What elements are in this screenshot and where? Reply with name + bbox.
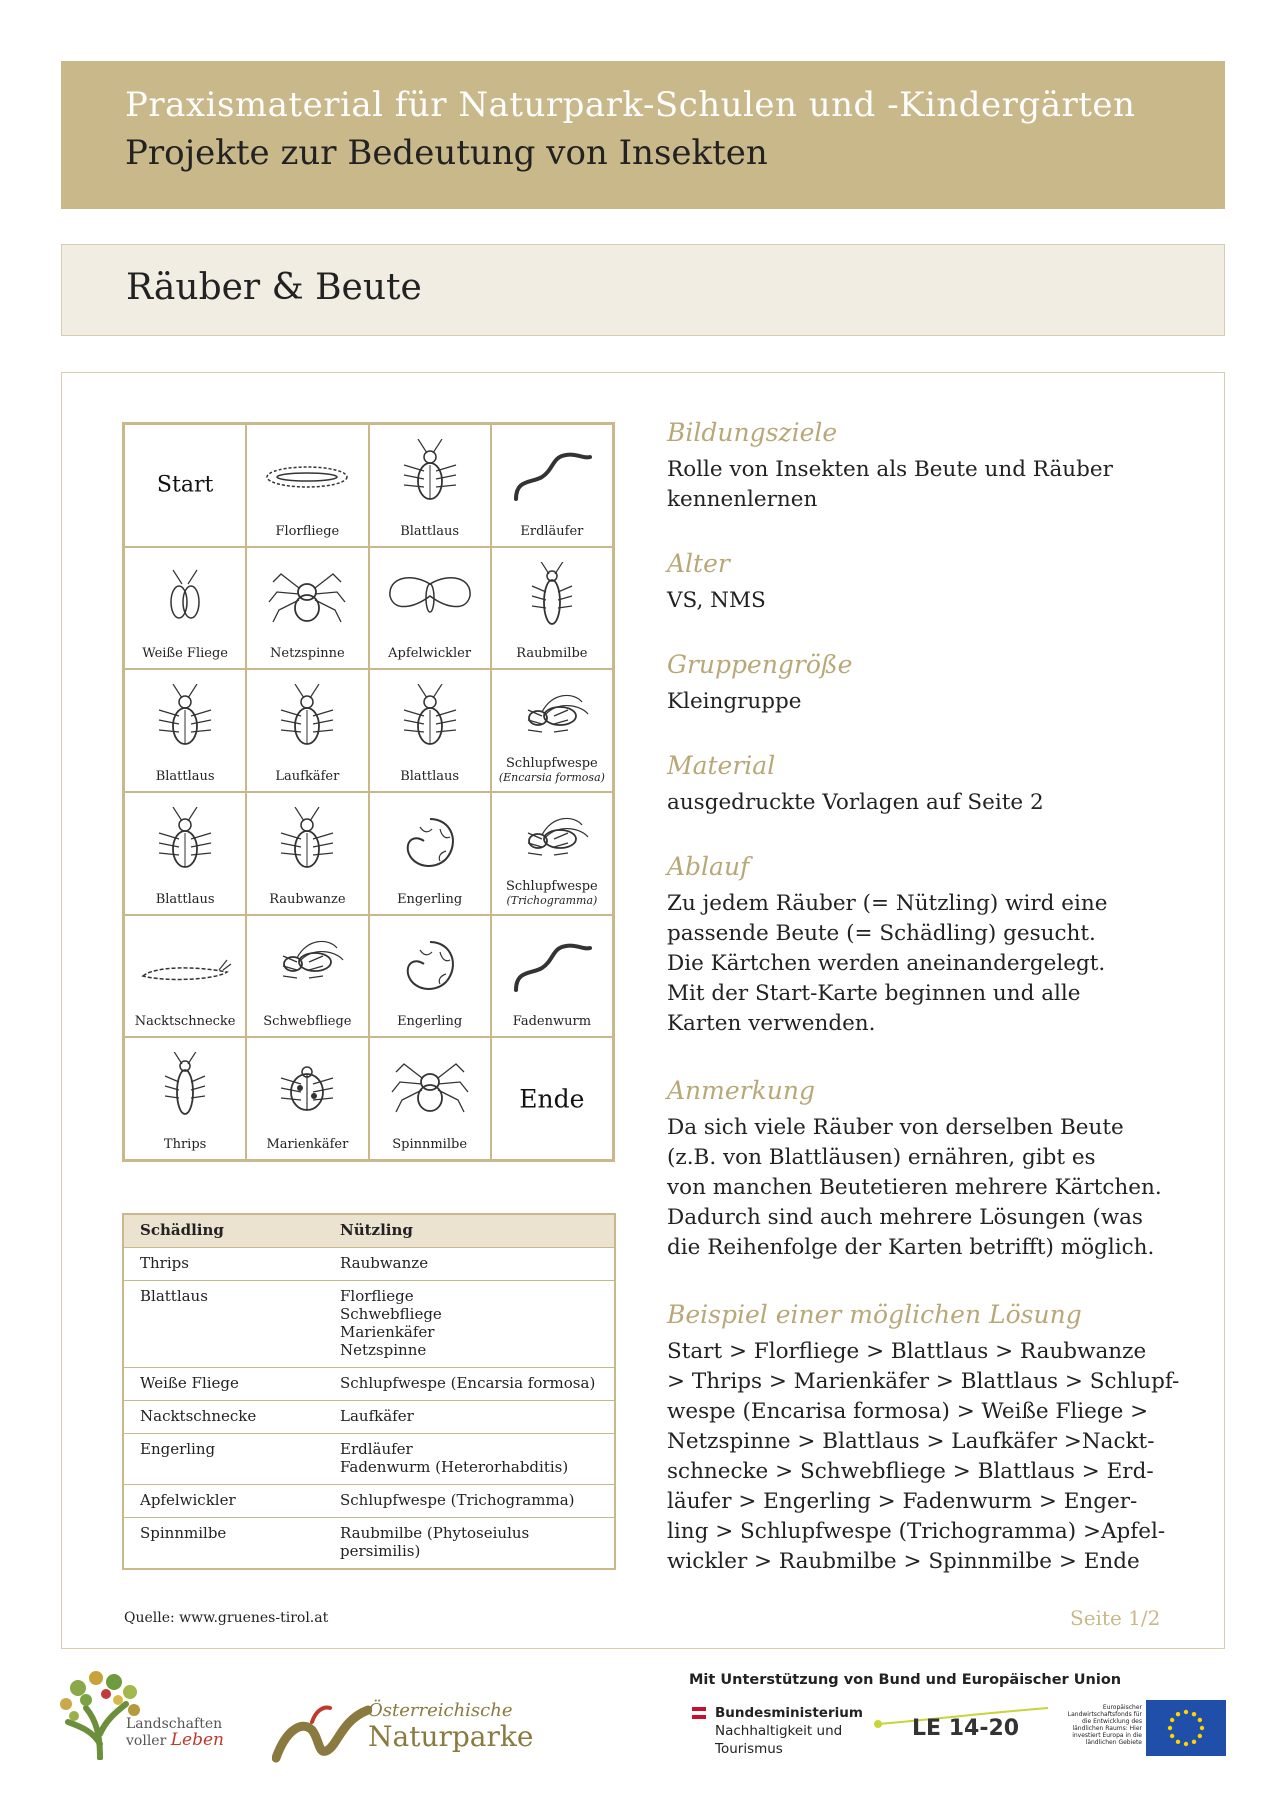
card-cell — [491, 669, 613, 792]
card-label — [492, 1015, 612, 1030]
table-row — [124, 1367, 614, 1400]
ministry-line: Nachhaltigkeit und — [715, 1723, 843, 1739]
header-project-title: Projekte zur Bedeutung von Insekten — [125, 133, 768, 173]
card-name: Florfliege — [275, 523, 340, 539]
card-label — [247, 647, 367, 662]
start-card-label: Start — [156, 472, 214, 498]
card-label — [247, 525, 367, 540]
card-label — [125, 1138, 245, 1153]
section-heading: Anmerkung — [667, 1076, 815, 1105]
card-name: Blattlaus — [400, 523, 460, 539]
card-label — [370, 1138, 490, 1153]
card-name: Schlupfwespe — [506, 756, 598, 772]
le-14-20-logo: LE 14-20 — [912, 1716, 1020, 1741]
section-anmerkung — [667, 1076, 1187, 1263]
card-name: Apfelwickler — [388, 646, 472, 662]
table-row — [124, 1247, 614, 1280]
card-name: Thrips — [163, 1137, 207, 1153]
logo-text: Landschaften — [126, 1716, 223, 1732]
card-name: Engerling — [397, 891, 463, 907]
table-cell-beneficial: Erdläufer Fadenwurm (Heterorhabditis) — [340, 1440, 569, 1476]
card-label — [492, 525, 612, 540]
page-number: Seite 1/2 — [1070, 1606, 1161, 1630]
table-row — [124, 1280, 614, 1367]
section-heading: Gruppengröße — [667, 650, 853, 679]
source-note: Quelle: www.gruenes-tirol.at — [124, 1610, 329, 1626]
card-label — [125, 647, 245, 662]
logo-landschaften-voller-leben — [56, 1664, 236, 1760]
card-name: Erdläufer — [520, 523, 584, 539]
table-row — [124, 1433, 614, 1484]
table-cell-beneficial: Schlupfwespe (Encarsia formosa) — [340, 1374, 596, 1392]
table-cell-pest: Spinnmilbe — [140, 1524, 227, 1542]
card-name: Raubwanze — [269, 891, 346, 907]
card-species: (Encarsia formosa) — [498, 771, 605, 785]
card-name: Schwebfliege — [263, 1014, 352, 1030]
header-banner — [61, 61, 1225, 209]
ministry-line: Tourismus — [715, 1741, 783, 1757]
section-heading: Bildungsziele — [667, 418, 838, 447]
section-text: Start > Florfliege > Blattlaus > Raubwanze > Thrips > Marienkäfer > Blattlaus > Schlupf- wespe (Encarisa formosa) > Weiße Fliege > Netzspinne > Blattlaus > Laufkäfer >Nackt- schnecke > Schwebfliege > Blattlaus > Erd- läufer > Engerling > Fadenwurm > Enger- ling > Schlupfwespe (Trichogramma) >Apfel- wickler > Raubmilbe > Spinnmilbe > Ende — [667, 1339, 1180, 1574]
card-cell — [369, 547, 491, 670]
section-heading: Ablauf — [667, 852, 750, 881]
table-row — [124, 1484, 614, 1517]
card-cell — [124, 424, 246, 547]
logo-text: Naturparke — [368, 1720, 534, 1753]
naturpark-swoosh-icon — [272, 1700, 372, 1764]
card-name: Weiße Fliege — [142, 646, 228, 662]
logo-text: Leben — [170, 1730, 224, 1750]
end-card-label: Ende — [519, 1084, 585, 1114]
card-name: Blattlaus — [400, 769, 460, 785]
card-name: Engerling — [397, 1014, 463, 1030]
logo-text: voller — [126, 1733, 167, 1749]
card-cell — [369, 1037, 491, 1160]
section-text: Rolle von Insekten als Beute und Räuber kennenlernen — [667, 457, 1113, 512]
card-label — [370, 770, 490, 785]
table-cell-pest: Engerling — [140, 1440, 216, 1458]
card-cell — [124, 1037, 246, 1160]
section-alter — [667, 549, 1187, 616]
card-name: Spinnmilbe — [392, 1137, 468, 1153]
ministry-logo — [715, 1704, 863, 1758]
card-cell — [491, 547, 613, 670]
table-row — [124, 1400, 614, 1433]
card-label — [125, 893, 245, 908]
card-label — [125, 1015, 245, 1030]
page-title: Räuber & Beute — [126, 267, 422, 308]
card-cell — [124, 547, 246, 670]
card-label — [370, 647, 490, 662]
table-cell-pest: Thrips — [140, 1254, 189, 1272]
card-name: Blattlaus — [155, 769, 215, 785]
card-cell — [246, 424, 368, 547]
card-name: Raubmilbe — [516, 646, 588, 662]
card-cell — [246, 792, 368, 915]
card-species: (Trichogramma) — [506, 894, 598, 908]
card-cell — [491, 1037, 613, 1160]
card-cell — [124, 669, 246, 792]
pest-beneficial-table — [122, 1213, 616, 1570]
section-text: Zu jedem Räuber (= Nützling) wird eine passende Beute (= Schädling) gesucht. Die Kärtchen werden aneinandergelegt. Mit der Start-Karte beginnen und alle Karten verwenden. — [667, 891, 1108, 1036]
section-material — [667, 751, 1187, 818]
section-text: Da sich viele Räuber von derselben Beute (z.B. von Blattläusen) ernähren, gibt es von manchen Beutetieren mehrere Kärtchen. Dadurch sind auch mehrere Lösungen (was die Reihenfolge der Karten betrifft) möglich. — [667, 1115, 1162, 1260]
section-heading: Alter — [667, 549, 730, 578]
card-name: Blattlaus — [155, 891, 215, 907]
card-cell — [124, 792, 246, 915]
card-grid — [122, 422, 615, 1162]
card-name: Netzspinne — [270, 646, 345, 662]
card-label — [492, 647, 612, 662]
logo-text: Österreichische — [368, 1700, 513, 1721]
table-cell-pest: Weiße Fliege — [140, 1374, 239, 1392]
eu-fund-text: Europäischer Landwirtschaftsfonds für die Entwicklung des ländlichen Raums: Hier investiert Europa in die ländlichen Gebiete — [1067, 1704, 1142, 1746]
table-cell-pest: Schädling — [140, 1221, 224, 1239]
card-name: Laufkäfer — [275, 769, 340, 785]
section-gruppengroesse — [667, 650, 1187, 717]
card-name: Fadenwurm — [512, 1014, 592, 1030]
section-text: ausgedruckte Vorlagen auf Seite 2 — [667, 790, 1044, 815]
title-box — [61, 244, 1225, 336]
austria-flag-icon — [692, 1707, 706, 1719]
table-row — [124, 1517, 614, 1568]
table-cell-beneficial: Raubmilbe (Phytoseiulus persimilis) — [340, 1524, 530, 1560]
card-label — [247, 1138, 367, 1153]
card-label — [247, 770, 367, 785]
card-name: Nacktschnecke — [134, 1014, 236, 1030]
card-label — [247, 893, 367, 908]
card-cell — [491, 915, 613, 1038]
table-cell-beneficial: Laufkäfer — [340, 1407, 414, 1425]
card-cell — [491, 792, 613, 915]
card-cell — [124, 915, 246, 1038]
ministry-line: Bundesministerium — [715, 1705, 863, 1721]
logo-oesterreichische-naturparke — [272, 1700, 582, 1764]
table-cell-beneficial: Schlupfwespe (Trichogramma) — [340, 1491, 575, 1509]
card-cell — [246, 547, 368, 670]
table-cell-pest: Blattlaus — [140, 1287, 208, 1305]
eu-flag-icon — [1146, 1700, 1226, 1756]
card-label — [370, 525, 490, 540]
card-label — [247, 1015, 367, 1030]
table-cell-beneficial: Nützling — [340, 1221, 413, 1239]
section-heading: Material — [667, 751, 776, 780]
section-ablauf — [667, 852, 1187, 1039]
card-cell — [369, 424, 491, 547]
section-bildungsziele — [667, 418, 1187, 515]
card-label — [370, 1015, 490, 1030]
header-series-title: Praxismaterial für Naturpark-Schulen und -Kindergärten — [125, 85, 1136, 125]
card-label — [492, 757, 612, 785]
table-cell-pest: Nacktschnecke — [140, 1407, 257, 1425]
card-cell — [246, 1037, 368, 1160]
card-label — [125, 770, 245, 785]
table-header-row — [124, 1215, 614, 1247]
card-cell — [369, 915, 491, 1038]
card-cell — [369, 792, 491, 915]
card-cell — [491, 424, 613, 547]
card-cell — [246, 669, 368, 792]
card-cell — [246, 915, 368, 1038]
table-cell-beneficial: Florfliege Schwebfliege Marienkäfer Netzspinne — [340, 1287, 442, 1359]
section-text: VS, NMS — [667, 588, 766, 613]
card-label — [370, 893, 490, 908]
card-label — [492, 880, 612, 908]
table-cell-pest: Apfelwickler — [140, 1491, 236, 1509]
table-cell-beneficial: Raubwanze — [340, 1254, 429, 1272]
funding-note: Mit Unterstützung von Bund und Europäischer Union — [689, 1672, 1122, 1688]
section-heading: Beispiel einer möglichen Lösung — [667, 1300, 1082, 1329]
card-name: Marienkäfer — [266, 1137, 349, 1153]
card-cell — [369, 669, 491, 792]
section-text: Kleingruppe — [667, 689, 802, 714]
card-name: Schlupfwespe — [506, 879, 598, 895]
section-beispiel — [667, 1300, 1187, 1577]
